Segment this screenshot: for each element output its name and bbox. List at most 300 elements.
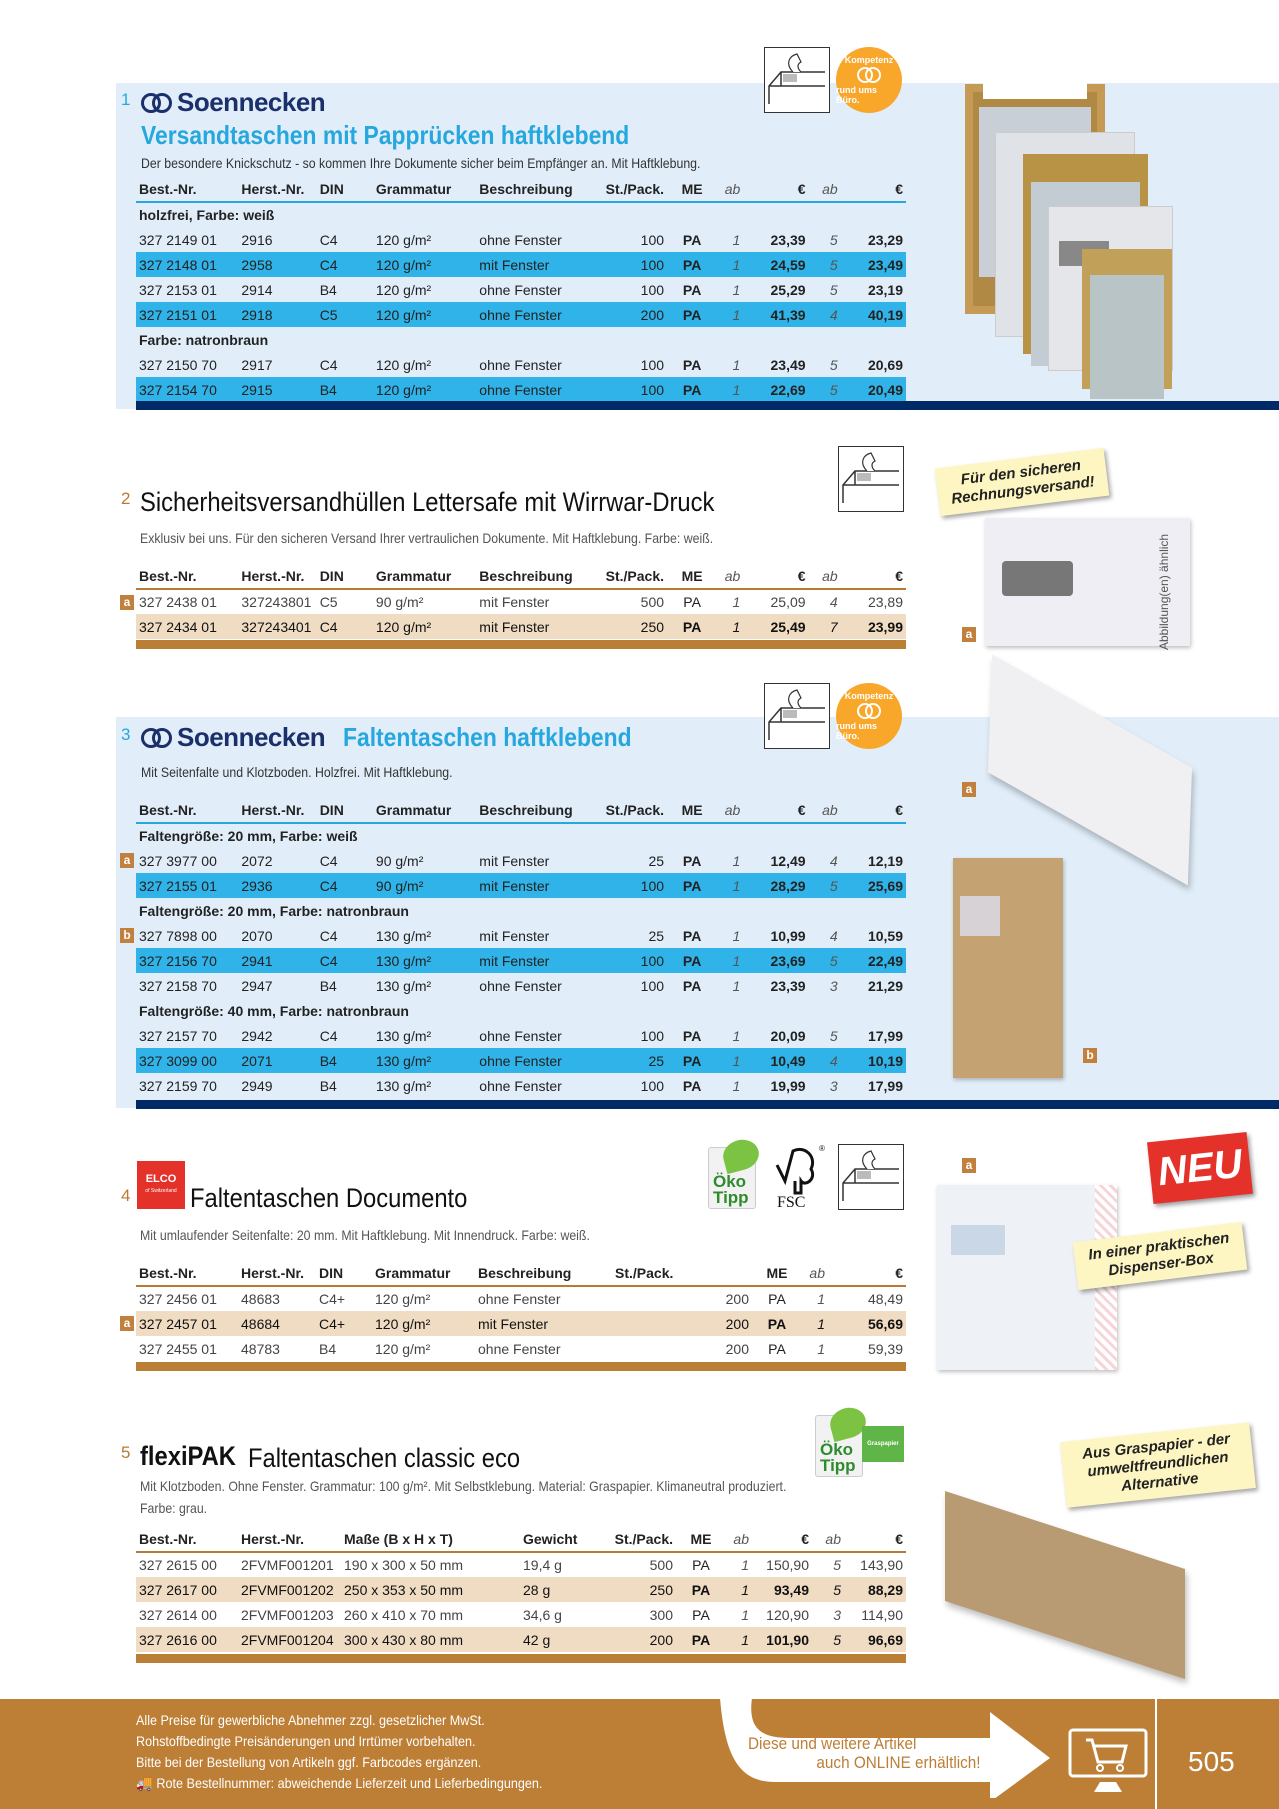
oeko-tipp-badge: Öko Tipp [815, 1415, 863, 1477]
cell-me: PA [768, 1291, 786, 1307]
cell-desc: mit Fenster [476, 873, 596, 898]
cell-din: C4 [319, 1027, 338, 1044]
row-tag-a: a [120, 1316, 134, 1331]
cell-p2: 22,49 [841, 948, 906, 973]
cell-pack: 100 [640, 281, 665, 298]
cell-p2: 88,29 [844, 1577, 906, 1602]
svg-text:FSC: FSC [777, 1194, 806, 1211]
cell-ab1: 1 [717, 377, 743, 402]
product-image-brown-gusset-envelope [953, 858, 1063, 1078]
cell-gram: 130 g/m² [373, 948, 476, 973]
table-row [136, 1048, 906, 1073]
cell-p1: 101,90 [752, 1627, 812, 1652]
group-row [136, 823, 906, 848]
section-number: 1 [121, 90, 131, 109]
cell-ab2: 4 [809, 302, 841, 327]
cell-ab1: 1 [732, 1027, 741, 1044]
cell-desc: mit Fenster [479, 852, 550, 869]
cell-herst: 2070 [241, 927, 273, 944]
image-caption: Abbildung(en) ähnlich [1157, 533, 1171, 650]
cell-gram: 120 g/m² [373, 614, 476, 639]
table-body [123, 823, 906, 1098]
cell-din: C4+ [316, 1311, 372, 1336]
oeko-tipp-badge: Öko Tipp [708, 1147, 756, 1209]
cell-herst: 327243801 [241, 594, 312, 610]
cell-gram: 120 g/m² [375, 1291, 431, 1307]
group-row [136, 898, 906, 923]
product-table-5: Best.-Nr. Herst.-Nr. Maße (B x H x T) Gewicht St./Pack. ME ab € ab € 327 2615 00 2FVMF001201 190 x 300 x 50 mm 19,4 g 500 PA 1 150,90 5 143,90 327 2617 00 2FVMF001202 250 x 353 x 50 mm 28 g 250 PA 1 93,49 5 88,29 327 2614 00 2FVMF001203 260 x 410 x 70 mm 34,6 g 300 PA 1 120,90 3 114,90 327 2616 00 2FVMF001204 300 x 430 x 80 mm 42 g 200 PA 1 101,90 5 96,69 [136, 1527, 906, 1652]
cell-ab1: 1 [817, 1291, 825, 1307]
table-row [136, 377, 906, 402]
cell-p2: 20,49 [841, 377, 906, 402]
table-row [136, 923, 906, 948]
cell-din: C5 [319, 594, 338, 610]
cell-p2: 12,19 [867, 852, 903, 869]
cell-me: PA [676, 1627, 726, 1652]
cell-best: a 327 2457 01 [136, 1311, 238, 1336]
cell-pack: 200 [597, 302, 667, 327]
cell-p2: 23,89 [867, 594, 903, 610]
row-tag-a: a [120, 853, 134, 868]
table-row [136, 1073, 906, 1098]
cell-din: B4 [317, 377, 373, 402]
product-table-2: Best.-Nr. Herst.-Nr. DIN Grammatur Beschreibung St./Pack. ME ab € ab € a 327 2438 01 327243801 C5 90 g/m² mit Fenster 500 PA 1 25,09 4 23,89 327 2434 01 327243401 C4 120 g/m² mit Fenster 250 PA 1 25,49 7 23,99 [136, 564, 906, 639]
cell-din: C4 [319, 356, 338, 373]
adhesive-closure-icon [838, 1144, 904, 1210]
cell-desc: ohne Fenster [476, 1048, 596, 1073]
brand-name-flexipak: flexiPAK [140, 1441, 236, 1471]
cell-ab1: 1 [732, 281, 741, 298]
cell-ab1: 1 [717, 948, 743, 973]
cell-ab2: 5 [812, 1627, 844, 1652]
cell-p1: 19,99 [770, 1077, 806, 1094]
cell-ab2: 5 [829, 1027, 838, 1044]
cell-mass: 190 x 300 x 50 mm [344, 1557, 464, 1573]
cell-me: PA [683, 594, 701, 610]
cell-gram: 120 g/m² [373, 252, 476, 277]
online-text: Diese und weitere Artikel auch ONLINE erhältlich! [748, 1734, 981, 1772]
cell-p1: 59,39 [867, 1340, 903, 1357]
product-image-board-back-envelopes [965, 74, 1215, 394]
cell-herst: 2071 [238, 1048, 316, 1073]
cell-ab2: 5 [829, 356, 838, 373]
cell-herst: 2942 [241, 1027, 273, 1044]
cell-desc: ohne Fenster [479, 231, 562, 248]
footer-notes: Alle Preise für gewerbliche Abnehmer zzgl. gesetzlicher MwSt. Rohstoffbedingte Preisänderungen und Irrtümer vorbehalten. Bitte bei der Bestellung von Artikeln ggf. Farbcodes ergänzen. 🚚 Rote Bestellnummer: abweichende Lieferzeit und Lieferbedingungen. [136, 1712, 543, 1792]
cell-weight: 42 g [520, 1627, 606, 1652]
note-sticker: In einer praktischen Dispenser-Box [1073, 1222, 1248, 1290]
cell-p2: 114,90 [861, 1606, 903, 1623]
cell-p2: 23,19 [867, 281, 903, 298]
cell-gram: 90 g/m² [375, 852, 424, 869]
section-number: 4 [121, 1186, 131, 1205]
cell-best: 327 2150 70 [139, 356, 217, 373]
product-table-3: Best.-Nr. Herst.-Nr. DIN Grammatur Beschreibung St./Pack. ME ab € ab € Faltengröße: 20 mm, Farbe: weiß a 327 3977 00 2072 C4 90 g/m² mit Fenster 25 PA 1 12,49 4 12,19 327 2155 01 2936 C4 90 g/m² mit Fenster 100 PA 1 28,29 5 25,69 Faltengröße: 20 mm, Farbe: natronbraun b 327 7898 00 2070 C4 130 g/m² mit Fenster 25 PA 1 10,99 4 10,59 327 2156 70 2941 C4 130 g/m² mit Fenster 100 PA 1 23,69 5 22,49 327 2158 70 2947 B4 130 g/m² ohne Fenster 100 PA 1 23,39 3 21,29 Faltengröße: 40 mm, Farbe: natronbraun 327 2157 70 2942 C4 130 g/m² ohne Fenster 100 PA 1 20,09 5 17,99 327 3099 00 2071 B4 130 g/m² ohne Fenster 25 PA 1 10,49 4 10,19 327 2159 70 2949 B4 130 g/m² ohne Fenster 100 PA 1 19,99 3 17,99 [136, 798, 906, 1098]
cell-p1: 20,09 [770, 1027, 806, 1044]
cell-p1: 28,29 [743, 873, 808, 898]
brand-logo-elco: ELCO of Switzerland [137, 1161, 185, 1209]
cell-p1: 48,49 [867, 1291, 903, 1307]
cell-pack: 200 [725, 1291, 749, 1307]
cell-me: PA [682, 231, 702, 248]
section-description: Der besondere Knickschutz - so kommen Ihre Dokumente sicher beim Empfänger an. Mit Haftklebung. [141, 155, 701, 171]
cell-gram: 120 g/m² [373, 302, 476, 327]
cell-p1: 23,69 [743, 948, 808, 973]
section-description: Mit Seitenfalte und Klotzboden. Holzfrei. Mit Haftklebung. [141, 764, 453, 780]
cell-herst: 2958 [238, 252, 316, 277]
cell-best: 327 2159 70 [139, 1077, 217, 1094]
cell-gram: 90 g/m² [373, 873, 476, 898]
cell-me: PA [667, 948, 717, 973]
section-description-2: Farbe: grau. [140, 1500, 208, 1516]
cell-herst: 2914 [241, 281, 273, 298]
image-tag-a: a [962, 782, 976, 797]
cell-herst: 2917 [241, 356, 273, 373]
cell-gram: 130 g/m² [375, 927, 432, 944]
cell-best: 327 2153 01 [139, 281, 217, 298]
cell-ab2: 5 [809, 873, 841, 898]
cell-herst: 48684 [238, 1311, 316, 1336]
cell-gram: 120 g/m² [372, 1311, 475, 1336]
delivery-truck-icon: 🚚 [136, 1775, 153, 1792]
table-body [136, 202, 906, 402]
cell-best: 327 2154 70 [136, 377, 238, 402]
row-tag-a: a [120, 595, 134, 610]
group-row [136, 998, 906, 1023]
section-description: Exklusiv bei uns. Für den sicheren Versand Ihrer vertraulichen Dokumente. Mit Haftklebung. Farbe: weiß. [140, 530, 714, 546]
section-number: 2 [121, 489, 131, 508]
cell-me: PA [667, 252, 717, 277]
cell-p2: 10,59 [867, 927, 903, 944]
cell-pack: 100 [597, 948, 667, 973]
cell-din: C4 [317, 252, 373, 277]
note-sticker: Aus Graspapier - der umweltfreundlichen Alternative [1060, 1422, 1256, 1507]
cell-gram: 120 g/m² [375, 356, 432, 373]
cell-gram: 130 g/m² [375, 1077, 432, 1094]
cell-weight: 34,6 g [523, 1606, 562, 1623]
table-row [136, 1286, 906, 1311]
cell-ab2: 4 [829, 852, 838, 869]
cell-pack: 200 [612, 1311, 752, 1336]
cell-herst: 2947 [241, 977, 273, 994]
cell-p2: 23,29 [867, 231, 903, 248]
cell-ab2: 4 [829, 927, 838, 944]
cell-best: a 327 2438 01 [136, 589, 238, 614]
cell-desc: ohne Fenster [479, 977, 562, 994]
cell-p2: 40,19 [841, 302, 906, 327]
cell-gram: 90 g/m² [375, 594, 424, 610]
cell-pack: 100 [597, 252, 667, 277]
fsc-logo-icon [771, 1143, 827, 1211]
footer-divider [1155, 1699, 1157, 1809]
section-divider [136, 1100, 1279, 1109]
cell-ab1: 1 [732, 356, 741, 373]
cell-ab1: 1 [717, 1048, 743, 1073]
cell-p2: 17,99 [867, 1077, 903, 1094]
cell-gram: 120 g/m² [375, 231, 432, 248]
cell-ab2: 3 [829, 1077, 838, 1094]
cell-desc: mit Fenster [479, 927, 550, 944]
table-row [136, 277, 906, 302]
cell-p1: 25,29 [770, 281, 806, 298]
group-label: Faltengröße: 20 mm, Farbe: weiß [139, 828, 358, 844]
cell-ab1: 1 [726, 1577, 752, 1602]
cell-ab2: 5 [809, 948, 841, 973]
cell-p1: 10,99 [770, 927, 806, 944]
table-row [136, 614, 906, 639]
cell-me: PA [682, 927, 702, 944]
table-row [136, 1336, 906, 1361]
cell-pack: 250 [606, 1577, 676, 1602]
cell-ab1: 1 [732, 852, 741, 869]
cell-desc: ohne Fenster [479, 1077, 562, 1094]
table-row [136, 227, 906, 252]
table-row [136, 848, 906, 873]
cell-din: C4+ [319, 1291, 346, 1307]
cell-desc: ohne Fenster [478, 1291, 561, 1307]
cell-herst: 2915 [238, 377, 316, 402]
cell-p2: 17,99 [867, 1027, 903, 1044]
cell-p1: 25,49 [743, 614, 808, 639]
group-row [136, 327, 906, 352]
cell-mass: 300 x 430 x 80 mm [341, 1627, 520, 1652]
cell-desc: mit Fenster [476, 948, 596, 973]
cell-me: PA [667, 873, 717, 898]
table-row [136, 1627, 906, 1652]
cell-din: C4 [317, 614, 373, 639]
cell-din: C4 [317, 948, 373, 973]
table-row [136, 1552, 906, 1577]
cell-pack: 500 [640, 594, 665, 610]
cell-p2: 96,69 [844, 1627, 906, 1652]
cell-mass: 250 x 353 x 50 mm [341, 1577, 520, 1602]
cell-pack: 100 [597, 873, 667, 898]
brand-logo-soennecken: Soennecken [141, 87, 325, 118]
cell-herst: 2918 [238, 302, 316, 327]
cell-pack: 300 [649, 1606, 673, 1623]
cell-mass: 260 x 410 x 70 mm [344, 1606, 464, 1623]
cell-desc: mit Fenster [476, 614, 596, 639]
cell-p1: 12,49 [770, 852, 806, 869]
table-body [136, 1552, 906, 1652]
cell-din: B4 [319, 1077, 337, 1094]
adhesive-closure-icon [838, 446, 904, 512]
cell-ab1: 1 [741, 1606, 749, 1623]
cell-p1: 41,39 [743, 302, 808, 327]
cell-p1: 24,59 [743, 252, 808, 277]
cell-me: PA [667, 302, 717, 327]
kompetenz-badge: Kompetenz rund ums Büro. [836, 47, 902, 113]
cell-herst: 327243401 [238, 614, 316, 639]
cell-ab1: 1 [717, 252, 743, 277]
cell-din: C4 [317, 873, 373, 898]
cell-gram: 120 g/m² [375, 1340, 431, 1357]
cell-desc: ohne Fenster [479, 1027, 562, 1044]
cell-ab2: 5 [833, 1557, 841, 1573]
cell-me: PA [752, 1311, 802, 1336]
cell-best: 327 2149 01 [139, 231, 217, 248]
cell-best: 327 2617 00 [136, 1577, 238, 1602]
image-tag-a: a [962, 627, 976, 642]
cell-me: PA [692, 1606, 710, 1623]
table-row [136, 302, 906, 327]
graspapier-badge: Graspapier [862, 1426, 904, 1462]
cell-ab2: 4 [829, 594, 838, 610]
cell-desc: ohne Fenster [478, 1340, 561, 1357]
table-row [136, 873, 906, 898]
cell-desc: ohne Fenster [476, 302, 596, 327]
group-label: Faltengröße: 20 mm, Farbe: natronbraun [139, 902, 409, 919]
cell-din: C5 [317, 302, 373, 327]
cell-gram: 120 g/m² [375, 281, 432, 298]
cell-ab2: 5 [829, 281, 838, 298]
group-label: Faltengröße: 40 mm, Farbe: natronbraun [139, 1002, 409, 1019]
cell-me: PA [667, 1048, 717, 1073]
svg-text:®: ® [819, 1144, 825, 1153]
cell-ab2: 5 [829, 231, 838, 248]
section-title: Faltentaschen Documento [190, 1183, 468, 1213]
cell-pack: 100 [640, 356, 665, 373]
cell-best: 327 2614 00 [139, 1606, 217, 1623]
cell-best: 327 2156 70 [136, 948, 238, 973]
cell-p1: 23,49 [770, 356, 806, 373]
section-divider [136, 1362, 906, 1371]
cell-gram: 130 g/m² [375, 1027, 432, 1044]
cell-desc: mit Fenster [476, 252, 596, 277]
cell-din: C4 [319, 852, 338, 869]
cell-pack: 25 [648, 927, 665, 944]
section-description: Mit umlaufender Seitenfalte: 20 mm. Mit Haftklebung. Mit Innendruck. Farbe: weiß. [140, 1227, 590, 1243]
soennecken-rings-icon [141, 727, 175, 749]
image-tag-b: b [1083, 1048, 1097, 1063]
cell-herst: 2FVMF001202 [238, 1577, 341, 1602]
cell-p2: 23,99 [841, 614, 906, 639]
cell-p1: 23,39 [770, 231, 806, 248]
cell-herst: 2916 [241, 231, 273, 248]
cell-ab2: 4 [809, 1048, 841, 1073]
cell-gram: 130 g/m² [373, 1048, 476, 1073]
cell-p2: 21,29 [867, 977, 903, 994]
cell-ab1: 1 [717, 614, 743, 639]
section-divider [136, 640, 906, 649]
cell-din: B4 [317, 1048, 373, 1073]
table-row [136, 252, 906, 277]
cell-herst: 48683 [241, 1291, 280, 1307]
cell-ab2: 7 [809, 614, 841, 639]
group-label: Farbe: natronbraun [139, 331, 269, 348]
cell-ab2: 5 [809, 252, 841, 277]
table-row [136, 1577, 906, 1602]
cell-ab1: 1 [741, 1557, 749, 1573]
section-number: 3 [121, 725, 131, 744]
table-body [123, 589, 906, 639]
cell-herst: 2936 [238, 873, 316, 898]
online-shop-cart-icon[interactable] [1068, 1728, 1148, 1796]
cell-ab1: 1 [732, 977, 741, 994]
cell-me: PA [667, 377, 717, 402]
cell-best: 327 2615 00 [139, 1557, 217, 1573]
note-sticker: Für den sicheren Rechnungsversand! [935, 448, 1110, 516]
cell-best: 327 2158 70 [139, 977, 217, 994]
cell-best: 327 2148 01 [136, 252, 238, 277]
group-row [136, 202, 906, 227]
cell-ab1: 1 [732, 594, 741, 610]
cell-p1: 10,49 [743, 1048, 808, 1073]
section-number: 5 [121, 1443, 131, 1462]
cell-ab1: 1 [802, 1311, 828, 1336]
cell-din: B4 [319, 1340, 337, 1357]
cell-herst: 2941 [238, 948, 316, 973]
cell-din: C4 [319, 927, 338, 944]
cell-me: PA [682, 1077, 702, 1094]
group-label: holzfrei, Farbe: weiß [139, 207, 275, 223]
cell-ab1: 1 [732, 927, 741, 944]
cell-pack: 100 [640, 1077, 665, 1094]
cell-best: 327 3099 00 [136, 1048, 238, 1073]
cell-ab1: 1 [717, 873, 743, 898]
cell-din: C4 [319, 231, 338, 248]
adhesive-closure-icon [764, 47, 830, 113]
cell-pack: 200 [606, 1627, 676, 1652]
section-title: Versandtaschen mit Papprücken haftklebend [141, 120, 630, 150]
brand-logo-soennecken: Soennecken [141, 722, 325, 753]
cell-ab1: 1 [732, 231, 741, 248]
cell-best: 327 2456 01 [139, 1291, 217, 1307]
cell-desc: ohne Fenster [479, 281, 562, 298]
cell-p1: 56,69 [828, 1311, 906, 1336]
cell-pack: 200 [725, 1340, 749, 1357]
cell-ab2: 3 [833, 1606, 841, 1623]
table-row [136, 1311, 906, 1336]
section-title: Faltentaschen classic eco [248, 1443, 521, 1473]
cell-pack: 100 [640, 231, 665, 248]
cell-herst: 2FVMF001204 [238, 1627, 341, 1652]
cell-me: PA [682, 1027, 702, 1044]
table-row [136, 973, 906, 998]
cell-p2: 10,19 [841, 1048, 906, 1073]
cell-best: 327 2157 70 [139, 1027, 217, 1044]
cell-me: PA [682, 356, 702, 373]
cell-p2: 23,49 [841, 252, 906, 277]
section-description: Mit Klotzboden. Ohne Fenster. Grammatur: 100 g/m². Mit Selbstklebung. Material: Graspapier. Klimaneutral produziert. [140, 1478, 787, 1494]
cell-me: PA [692, 1557, 710, 1573]
cell-gram: 120 g/m² [373, 377, 476, 402]
cell-best: 327 2155 01 [136, 873, 238, 898]
cell-me: PA [682, 852, 702, 869]
cell-p1: 22,69 [743, 377, 808, 402]
section-title: Faltentaschen haftklebend [343, 722, 632, 752]
cell-best: b 327 7898 00 [136, 923, 238, 948]
image-tag-a: a [962, 1158, 976, 1173]
cell-me: PA [667, 614, 717, 639]
cell-ab2: 5 [812, 1577, 844, 1602]
cell-pack: 25 [648, 852, 665, 869]
kompetenz-badge: Kompetenz rund ums Büro. [836, 683, 902, 749]
cell-p2: 143,90 [860, 1557, 903, 1573]
section-title: Sicherheitsversandhüllen Lettersafe mit Wirrwar-Druck [140, 487, 715, 517]
cell-p1: 120,90 [766, 1606, 809, 1623]
cell-pack: 500 [649, 1557, 673, 1573]
cell-p1: 25,09 [770, 594, 806, 610]
table-row [136, 1602, 906, 1627]
product-table-4: Best.-Nr. Herst.-Nr. DIN Grammatur Beschreibung St./Pack. ME ab € 327 2456 01 48683 C4+ 120 g/m² ohne Fenster 200 PA 1 48,49 a 327 2457 01 48684 C4+ 120 g/m² mit Fenster 200 PA 1 56,69 327 2455 01 48783 B4 120 g/m² ohne Fenster 200 PA 1 59,39 [136, 1261, 906, 1361]
product-table-1: Best.-Nr. Herst.-Nr. DIN Grammatur Beschreibung St./Pack. ME ab € ab € holzfrei, Farbe: weiß 327 2149 01 2916 C4 120 g/m² ohne Fenster 100 PA 1 23,39 5 23,29 327 2148 01 2958 C4 120 g/m² mit Fenster 100 PA 1 24,59 5 23,49 327 2153 01 2914 B4 120 g/m² ohne Fenster 100 PA 1 25,29 5 23,19 327 2151 01 2918 C5 120 g/m² ohne Fenster 200 PA 1 41,39 4 40,19 Farbe: natronbraun 327 2150 70 2917 C4 120 g/m² ohne Fenster 100 PA 1 23,49 5 20,69 327 2154 70 2915 B4 120 g/m² ohne Fenster 100 PA 1 22,69 5 20,49 [136, 177, 906, 402]
cell-p1: 150,90 [766, 1557, 809, 1573]
product-image-grass-paper-envelope [945, 1491, 1185, 1679]
cell-pack: 25 [597, 1048, 667, 1073]
cell-herst: 2072 [241, 852, 273, 869]
cell-pack: 250 [597, 614, 667, 639]
